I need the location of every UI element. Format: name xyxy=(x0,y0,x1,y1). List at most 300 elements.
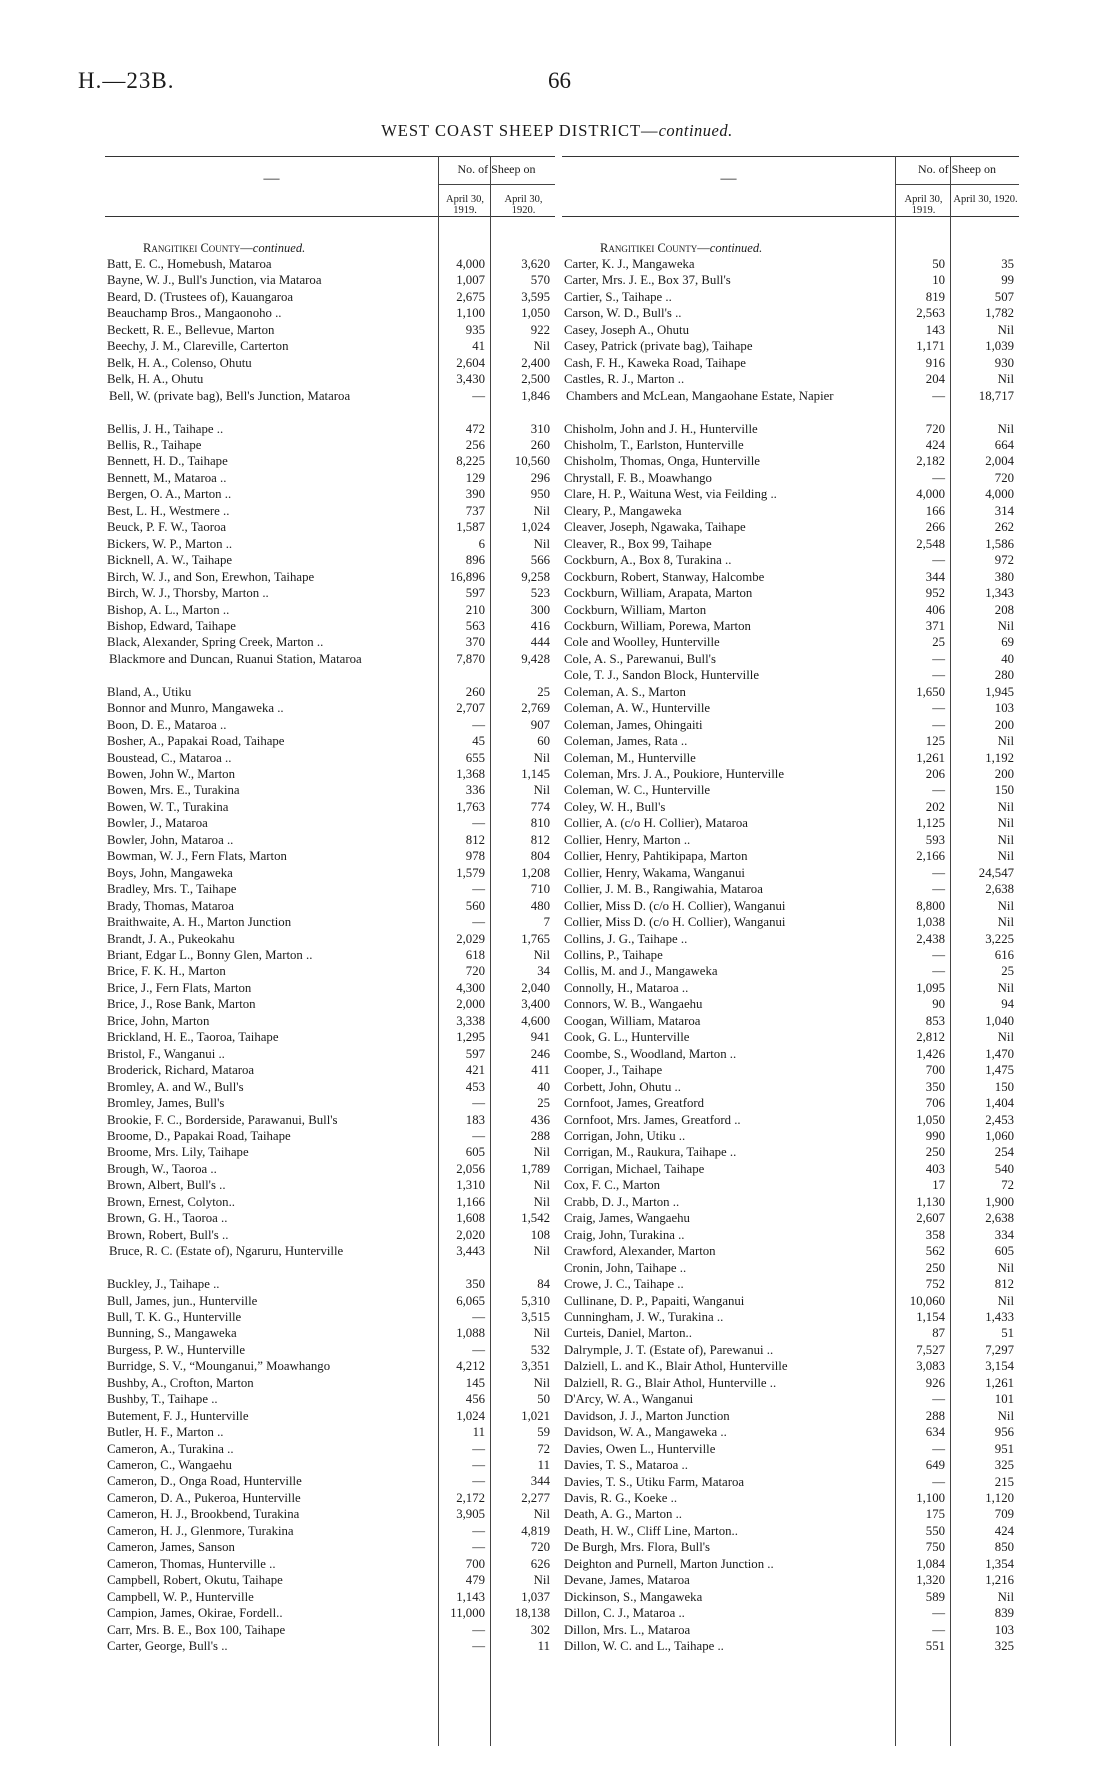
table-row xyxy=(105,1457,555,1473)
table-row xyxy=(562,865,1019,881)
sheep-1920-cell: 24,547 xyxy=(978,865,1014,880)
sheep-1919-cell: 1,261 xyxy=(916,750,945,765)
sheep-1919-cell: 1,763 xyxy=(456,799,485,814)
sheep-1919-cell: 350 xyxy=(925,1079,945,1094)
sheep-1919-cell: 421 xyxy=(465,1063,485,1078)
owner-name-cell: Bull, T. K. G., Hunterville xyxy=(107,1309,242,1324)
owner-name-cell: Crabb, D. J., Marton .. xyxy=(564,1194,680,1209)
sheep-count-group-header: No. of Sheep on xyxy=(918,162,996,176)
sheep-1919-cell: 472 xyxy=(465,421,485,436)
table-row xyxy=(105,470,555,486)
sheep-1919-cell: 336 xyxy=(465,783,485,798)
sheep-1919-cell: 183 xyxy=(465,1112,485,1127)
table-row xyxy=(105,453,555,469)
table-row xyxy=(562,453,1019,469)
sheep-1919-cell: 720 xyxy=(465,964,485,979)
sheep-1920-cell: 288 xyxy=(530,1128,550,1143)
table-row xyxy=(105,1490,555,1506)
owner-name-cell: Cook, G. L., Hunterville xyxy=(564,1030,690,1045)
owner-name-cell: Dalziell, R. G., Blair Athol, Hunterville .. xyxy=(564,1375,777,1390)
owner-name-cell: Brown, G. H., Taoroa .. xyxy=(107,1211,228,1226)
sheep-1919-cell: 479 xyxy=(465,1573,485,1588)
table-row xyxy=(105,536,555,552)
sheep-1920-cell: 40 xyxy=(537,1079,550,1094)
sheep-1919-cell: — xyxy=(472,388,485,403)
table-row xyxy=(562,700,1019,716)
sheep-1919-cell: 916 xyxy=(925,355,945,370)
table-row xyxy=(562,1079,1019,1095)
table-row xyxy=(105,700,555,716)
table-header-rule xyxy=(105,216,555,217)
sheep-1919-cell: 25 xyxy=(932,635,945,650)
table-row xyxy=(105,1046,555,1062)
table-row xyxy=(562,437,1019,453)
table-row xyxy=(105,1144,555,1160)
sheep-1919-cell: 935 xyxy=(465,322,485,337)
table-row xyxy=(562,1260,1019,1276)
owner-name-cell: Crawford, Alexander, Marton xyxy=(564,1244,716,1259)
table-row xyxy=(105,355,555,371)
sheep-1919-cell: 1,084 xyxy=(916,1556,945,1571)
owner-name-cell: Bishop, Edward, Taihape xyxy=(107,618,236,633)
sheep-1920-cell: 40 xyxy=(1001,651,1014,666)
sheep-1920-cell: 1,586 xyxy=(985,536,1014,551)
sheep-1920-cell: 280 xyxy=(994,668,1014,683)
sheep-1920-cell: 1,120 xyxy=(985,1490,1014,1505)
owner-name-cell: Boon, D. E., Mataroa .. xyxy=(107,717,227,732)
sheep-1920-cell: Nil xyxy=(997,372,1014,387)
table-row xyxy=(105,782,555,798)
sheep-1919-cell: 812 xyxy=(465,832,485,847)
page-number: 66 xyxy=(548,68,571,93)
sheep-1919-cell: 978 xyxy=(465,849,485,864)
sheep-1920-cell: 25 xyxy=(537,1096,550,1111)
sheep-1920-cell: 215 xyxy=(994,1474,1014,1489)
table-row xyxy=(562,272,1019,288)
sheep-1920-cell: 1,060 xyxy=(985,1129,1014,1143)
owner-name-cell: Briant, Edgar L., Bonny Glen, Marton .. xyxy=(107,948,313,962)
sheep-1920-cell: 839 xyxy=(994,1606,1014,1621)
sheep-1919-cell: 1,166 xyxy=(456,1194,485,1209)
sheep-1919-cell: 1,100 xyxy=(456,306,485,321)
sheep-1919-cell: — xyxy=(472,1622,485,1637)
owner-name-cell: Bishop, A. L., Marton .. xyxy=(107,602,230,617)
sheep-1920-cell: 1,475 xyxy=(985,1063,1014,1078)
sheep-1919-cell: 618 xyxy=(465,948,485,962)
owner-name-cell: Collins, J. G., Taihape .. xyxy=(564,931,688,946)
sheep-1920-cell: Nil xyxy=(533,503,550,518)
sheep-1919-cell: — xyxy=(932,1622,945,1637)
owner-name-cell: Davidson, J. J., Marton Junction xyxy=(564,1408,730,1423)
owner-name-cell: Cole and Woolley, Hunterville xyxy=(564,635,720,650)
sheep-1920-cell: 94 xyxy=(1001,997,1014,1012)
table-row xyxy=(562,1408,1019,1424)
owner-name-cell: Cameron, A., Turakina .. xyxy=(107,1441,234,1456)
sheep-1920-cell: 1,021 xyxy=(521,1408,550,1423)
sheep-1920-cell: 1,789 xyxy=(521,1161,550,1176)
owner-name-cell: Burridge, S. V., “Mounganui,” Moawhango xyxy=(107,1359,331,1374)
table-row xyxy=(105,1375,555,1391)
sheep-1919-cell: 560 xyxy=(465,898,485,913)
sheep-1920-cell: 951 xyxy=(994,1441,1014,1456)
sheep-1920-cell: 709 xyxy=(994,1507,1014,1522)
table-row xyxy=(562,799,1019,815)
sheep-1919-cell: — xyxy=(472,1458,485,1473)
table-row xyxy=(562,651,1019,667)
sheep-1919-cell: 605 xyxy=(465,1145,485,1160)
sheep-1919-cell: 2,548 xyxy=(916,536,945,551)
owner-name-cell: Bowler, J., Mataroa xyxy=(107,816,208,831)
sheep-1919-cell: 8,800 xyxy=(916,898,945,913)
column-header-1920: April 30, 1920. xyxy=(504,194,543,216)
sheep-1919-cell: 750 xyxy=(925,1540,945,1555)
sheep-1920-cell: 480 xyxy=(530,898,550,913)
sheep-1919-cell: 11,000 xyxy=(450,1606,485,1621)
table-row xyxy=(562,1391,1019,1407)
owner-name-cell: Beechy, J. M., Clareville, Carterton xyxy=(107,339,289,354)
sheep-1920-cell: 566 xyxy=(530,553,550,568)
table-row xyxy=(562,1375,1019,1391)
owner-name-cell: Chisholm, T., Earlston, Hunterville xyxy=(564,437,744,452)
sheep-table-right xyxy=(562,156,1019,1746)
sheep-1920-cell: 59 xyxy=(537,1425,550,1440)
sheep-1920-cell: 1,024 xyxy=(521,520,550,535)
sheep-1920-cell: Nil xyxy=(997,734,1014,749)
sheep-1919-cell: — xyxy=(932,1441,945,1456)
sheep-1919-cell: 2,166 xyxy=(916,849,945,864)
owner-name-cell: Belk, H. A., Ohutu xyxy=(107,372,204,387)
sheep-1920-cell: 3,154 xyxy=(985,1359,1014,1374)
owner-name-cell: Cash, F. H., Kaweka Road, Taihape xyxy=(564,355,746,370)
owner-name-cell: Bennett, M., Mataroa .. xyxy=(107,470,227,485)
sheep-1920-cell: 812 xyxy=(530,832,550,847)
owner-name-cell: Connors, W. B., Wangaehu xyxy=(564,997,703,1012)
owner-name-cell: Broome, D., Papakai Road, Taihape xyxy=(107,1128,291,1143)
sheep-1920-cell: 3,595 xyxy=(521,289,550,304)
table-row xyxy=(105,717,555,733)
table-row xyxy=(562,602,1019,618)
table-row xyxy=(105,1523,555,1539)
sheep-1919-cell: 1,125 xyxy=(916,816,945,831)
table-row xyxy=(105,750,555,766)
table-row xyxy=(105,1605,555,1621)
table-row xyxy=(562,1523,1019,1539)
sheep-1919-cell: 125 xyxy=(925,734,945,749)
sheep-1919-cell: 16,896 xyxy=(449,569,485,584)
table-row xyxy=(562,980,1019,996)
sheep-1920-cell: 18,138 xyxy=(514,1606,550,1621)
sheep-1920-cell: 208 xyxy=(994,602,1014,617)
table-row xyxy=(562,305,1019,321)
owner-name-cell: Corrigan, Michael, Taihape xyxy=(564,1161,705,1176)
owner-name-cell: Collis, M. and J., Mangaweka xyxy=(564,964,718,979)
sheep-1919-cell: 1,095 xyxy=(916,980,945,995)
owner-name-cell: D'Arcy, W. A., Wanganui xyxy=(564,1392,694,1407)
table-row xyxy=(105,996,555,1012)
owner-name-cell: Brandt, J. A., Pukeokahu xyxy=(107,931,235,946)
sheep-1919-cell: 2,675 xyxy=(456,289,485,304)
sheep-1920-cell: Nil xyxy=(533,1507,550,1522)
sheep-1919-cell: 3,905 xyxy=(456,1507,485,1522)
sheep-1920-cell: 850 xyxy=(994,1540,1014,1555)
sheep-1920-cell: 51 xyxy=(1001,1326,1014,1341)
table-row xyxy=(562,996,1019,1012)
table-row xyxy=(105,1408,555,1424)
sheep-1919-cell: — xyxy=(932,651,945,666)
owner-name-cell: Bushby, T., Taihape .. xyxy=(107,1392,218,1407)
sheep-1919-cell: 87 xyxy=(932,1326,945,1341)
table-row xyxy=(105,322,555,338)
owner-name-cell: Coleman, M., Hunterville xyxy=(564,750,696,765)
sheep-1919-cell: 10,060 xyxy=(909,1293,945,1308)
sheep-1919-cell: 1,320 xyxy=(916,1573,945,1588)
sheep-1919-cell: 3,338 xyxy=(456,1013,485,1028)
sheep-1920-cell: 2,040 xyxy=(521,980,550,995)
owner-name-cell: Bergen, O. A., Marton .. xyxy=(107,487,232,502)
table-row xyxy=(105,980,555,996)
owner-name-cell: Bonnor and Munro, Mangaweka .. xyxy=(107,701,284,716)
owner-name-cell: Brough, W., Taoroa .. xyxy=(107,1161,217,1176)
owner-name-cell: Collier, Henry, Pahtikipapa, Marton xyxy=(564,849,748,864)
sheep-1920-cell: Nil xyxy=(997,421,1014,436)
sheep-1919-cell: 1,171 xyxy=(916,339,945,354)
name-column-header: — xyxy=(720,170,737,187)
owner-name-cell: Cole, A. S., Parewanui, Bull's xyxy=(564,651,716,666)
owner-name-cell: Bayne, W. J., Bull's Junction, via Mataroa xyxy=(107,273,322,288)
table-row xyxy=(562,486,1019,502)
table-row xyxy=(562,503,1019,519)
owner-name-cell: Bowen, John W., Marton xyxy=(107,767,235,782)
sheep-1920-cell: 2,638 xyxy=(985,882,1014,897)
sheep-1919-cell: 143 xyxy=(925,322,945,337)
owner-name-cell: Davies, T. S., Utiku Farm, Mataroa xyxy=(564,1474,745,1489)
table-row xyxy=(105,963,555,979)
column-header-1920: April 30, 1920. xyxy=(953,194,1018,205)
sheep-1919-cell: 2,563 xyxy=(916,306,945,321)
table-row xyxy=(562,1490,1019,1506)
report-id: H.—23B. xyxy=(78,68,175,93)
owner-name-cell: Chisholm, Thomas, Onga, Hunterville xyxy=(564,454,760,469)
sheep-1920-cell: 507 xyxy=(994,289,1014,304)
owner-name-cell: Boys, John, Mangaweka xyxy=(107,865,233,880)
table-row xyxy=(105,898,555,914)
owner-name-cell: Curteis, Daniel, Marton.. xyxy=(564,1326,692,1341)
sheep-1919-cell: 700 xyxy=(465,1556,485,1571)
sheep-1919-cell: — xyxy=(932,553,945,568)
owner-name-cell: Corrigan, John, Utiku .. xyxy=(564,1129,686,1143)
table-row xyxy=(105,1342,555,1358)
sheep-1920-cell: Nil xyxy=(997,915,1014,930)
sheep-1919-cell: 406 xyxy=(925,602,945,617)
table-row xyxy=(105,552,555,568)
sheep-1919-cell: 1,154 xyxy=(916,1309,945,1324)
owner-name-cell: Brady, Thomas, Mataroa xyxy=(107,898,234,913)
sheep-1919-cell: 1,143 xyxy=(456,1589,485,1604)
sheep-1919-cell: 1,310 xyxy=(456,1178,485,1193)
sheep-1919-cell: 6 xyxy=(478,536,485,551)
table-row xyxy=(562,1029,1019,1045)
table-row xyxy=(105,1095,555,1111)
sheep-1919-cell: 8,225 xyxy=(456,454,485,469)
sheep-1919-cell: — xyxy=(472,1309,485,1324)
sheep-1920-cell: 1,039 xyxy=(985,339,1014,354)
table-row xyxy=(105,799,555,815)
sheep-1920-cell: Nil xyxy=(533,1244,550,1259)
sheep-1920-cell: 18,717 xyxy=(978,388,1014,403)
table-row xyxy=(105,1638,555,1654)
owner-name-cell: Birch, W. J., and Son, Erewhon, Taihape xyxy=(107,569,315,584)
owner-name-cell: Dillon, W. C. and L., Taihape .. xyxy=(564,1639,724,1654)
sheep-1920-cell: 720 xyxy=(994,470,1014,485)
owner-name-cell: Bradley, Mrs. T., Taihape xyxy=(107,882,237,897)
sheep-1919-cell: 45 xyxy=(472,734,485,749)
sheep-1919-cell: 166 xyxy=(925,503,945,518)
sheep-1919-cell: 206 xyxy=(925,767,945,782)
owner-name-cell: Cameron, Thomas, Hunterville .. xyxy=(107,1556,276,1571)
sheep-1920-cell: 2,638 xyxy=(985,1211,1014,1226)
sheep-1919-cell: 1,050 xyxy=(916,1112,945,1127)
table-row xyxy=(562,338,1019,354)
sheep-1920-cell: 436 xyxy=(530,1112,550,1127)
table-row xyxy=(562,421,1019,437)
sheep-1919-cell: 597 xyxy=(465,1046,485,1061)
sheep-1919-cell: 4,212 xyxy=(456,1359,485,1374)
owner-name-cell: Bull, James, jun., Hunterville xyxy=(107,1293,258,1308)
sheep-1920-cell: 344 xyxy=(530,1474,550,1489)
owner-name-cell: Bowen, Mrs. E., Turakina xyxy=(107,783,240,798)
owner-name-cell: Bushby, A., Crofton, Marton xyxy=(107,1375,254,1390)
owner-name-cell: Death, H. W., Cliff Line, Marton.. xyxy=(564,1523,738,1538)
sheep-1919-cell: 456 xyxy=(465,1392,485,1407)
table-row xyxy=(562,1556,1019,1572)
sheep-1920-cell: 720 xyxy=(530,1540,550,1555)
sheep-1920-cell: Nil xyxy=(997,799,1014,814)
sheep-1920-cell: 1,343 xyxy=(985,586,1014,601)
table-row xyxy=(562,289,1019,305)
table-row xyxy=(562,1457,1019,1473)
owner-name-cell: Bromley, James, Bull's xyxy=(107,1096,225,1111)
sheep-1919-cell: 706 xyxy=(925,1096,945,1111)
owner-name-cell: Collier, J. M. B., Rangiwahia, Mataroa xyxy=(564,882,763,897)
table-row xyxy=(105,1391,555,1407)
sheep-1920-cell: 411 xyxy=(531,1063,550,1078)
sheep-1919-cell: 210 xyxy=(465,602,485,617)
table-row xyxy=(562,766,1019,782)
owner-name-cell: Crowe, J. C., Taihape .. xyxy=(564,1277,684,1292)
sheep-1920-cell: 262 xyxy=(994,520,1014,535)
sheep-1919-cell: — xyxy=(932,717,945,732)
sheep-1920-cell: 325 xyxy=(994,1639,1014,1654)
sheep-1920-cell: 72 xyxy=(1001,1178,1014,1193)
owner-name-cell: Cole, T. J., Sandon Block, Hunterville xyxy=(564,668,760,683)
table-row xyxy=(562,750,1019,766)
sheep-1920-cell: Nil xyxy=(533,1375,550,1390)
sheep-1920-cell: 3,225 xyxy=(985,931,1014,946)
sheep-1919-cell: 2,029 xyxy=(456,931,485,946)
table-row xyxy=(562,470,1019,486)
table-row xyxy=(105,486,555,502)
table-row xyxy=(105,1358,555,1374)
table-row xyxy=(562,388,1019,421)
page-title-continued: continued. xyxy=(658,121,733,140)
table-row xyxy=(105,1227,555,1243)
sheep-1919-cell: 700 xyxy=(925,1063,945,1078)
owner-name-cell: Bellis, R., Taihape xyxy=(107,437,202,452)
owner-name-cell: Cullinane, D. P., Papaiti, Wanganui xyxy=(564,1293,745,1308)
table-row xyxy=(562,1605,1019,1621)
owner-name-cell: Cameron, James, Sanson xyxy=(107,1540,235,1555)
section-heading xyxy=(105,240,555,256)
owner-name-cell: Burgess, P. W., Hunterville xyxy=(107,1342,246,1357)
sheep-1920-cell: 4,819 xyxy=(521,1523,550,1538)
sheep-1920-cell: 812 xyxy=(994,1277,1014,1292)
owner-name-cell: Casey, Patrick (private bag), Taihape xyxy=(564,339,753,354)
table-row xyxy=(562,634,1019,650)
sheep-1919-cell: 737 xyxy=(465,503,485,518)
table-row xyxy=(105,1128,555,1144)
table-row xyxy=(105,848,555,864)
sheep-1920-cell: 1,050 xyxy=(521,306,550,321)
table-row xyxy=(562,1474,1019,1490)
sheep-1920-cell: 523 xyxy=(530,586,550,601)
sheep-1919-cell: 649 xyxy=(925,1458,945,1473)
sheep-1919-cell: 720 xyxy=(925,421,945,436)
sheep-1920-cell: Nil xyxy=(997,1293,1014,1308)
table-row xyxy=(562,1358,1019,1374)
owner-name-cell: Cameron, D. A., Pukeroa, Hunterville xyxy=(107,1490,301,1505)
table-row xyxy=(562,355,1019,371)
sheep-1920-cell: 2,400 xyxy=(521,355,550,370)
owner-name-cell: Cameron, H. J., Glenmore, Turakina xyxy=(107,1523,294,1538)
sheep-1919-cell: 634 xyxy=(925,1425,945,1440)
sheep-1919-cell: 202 xyxy=(925,799,945,814)
sheep-1919-cell: — xyxy=(932,1474,945,1489)
table-row xyxy=(562,881,1019,897)
sheep-1920-cell: 7 xyxy=(543,915,550,930)
sheep-1919-cell: 1,038 xyxy=(916,915,945,930)
table-row xyxy=(562,1325,1019,1341)
table-row xyxy=(562,947,1019,963)
sheep-1920-cell: 2,500 xyxy=(521,372,550,387)
sheep-1920-cell: 10,560 xyxy=(514,454,550,469)
sheep-1919-cell: 390 xyxy=(465,487,485,502)
sheep-1920-cell: 2,277 xyxy=(521,1490,550,1505)
sheep-1920-cell: 254 xyxy=(994,1145,1014,1160)
table-row xyxy=(105,1293,555,1309)
owner-name-cell: Cameron, D., Onga Road, Hunterville xyxy=(107,1474,302,1489)
sheep-1919-cell: 145 xyxy=(465,1375,485,1390)
sheep-1919-cell: 453 xyxy=(465,1079,485,1094)
sheep-1919-cell: 7,527 xyxy=(916,1342,945,1357)
sheep-1920-cell: 9,258 xyxy=(521,569,550,584)
owner-name-cell: Cleary, P., Mangaweka xyxy=(564,503,682,518)
sheep-1920-cell: Nil xyxy=(533,783,550,798)
sheep-1920-cell: 5,310 xyxy=(521,1293,550,1308)
owner-name-cell: Bickers, W. P., Marton .. xyxy=(107,536,233,551)
sheep-1920-cell: Nil xyxy=(997,849,1014,864)
sheep-1920-cell: 34 xyxy=(537,964,550,979)
sheep-1920-cell: Nil xyxy=(997,816,1014,831)
owner-name-cell: Clare, H. P., Waituna West, via Feilding .. xyxy=(564,487,777,502)
table-row xyxy=(562,1144,1019,1160)
table-row xyxy=(105,1112,555,1128)
sheep-1920-cell: 1,404 xyxy=(985,1096,1014,1111)
sheep-1920-cell: Nil xyxy=(997,1408,1014,1423)
sheep-1920-cell: 1,846 xyxy=(521,388,550,403)
sheep-1919-cell: — xyxy=(932,701,945,716)
owner-name-cell: Coleman, W. C., Hunterville xyxy=(564,783,711,798)
sheep-1920-cell: 4,000 xyxy=(985,487,1014,502)
